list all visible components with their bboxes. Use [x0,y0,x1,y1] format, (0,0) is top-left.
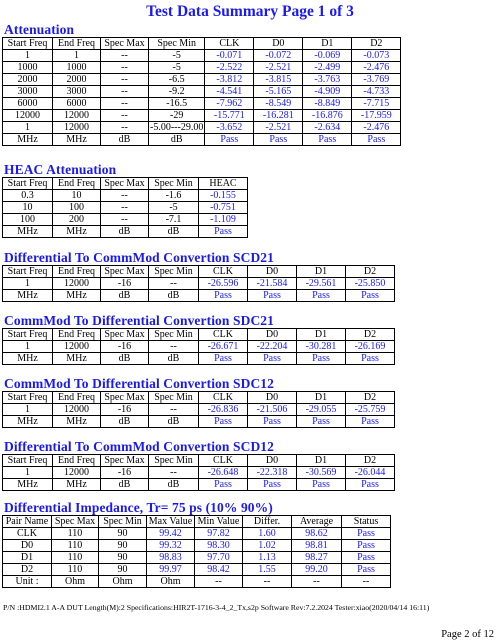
section-title: CommMod To Differential Convertion SDC21 [4,313,274,328]
table-cell: 110 [52,552,99,564]
table-cell: Pass [199,479,248,491]
table-cell: dB [101,226,149,238]
header-cell: D2 [352,38,401,50]
table-cell: -2.521 [254,62,303,74]
header-cell: CLK [205,38,254,50]
table-cell: 100 [53,202,101,214]
table-cell: Pass [248,479,297,491]
table-cell: Ohm [99,576,147,588]
table-cell: -5.00---29.00 [150,122,204,133]
table-cell: -- [149,341,199,353]
table-cell: -3.769 [352,74,401,86]
table-cell: 1.02 [243,540,292,552]
header-cell: D1 [297,392,346,404]
table-cell: 98.62 [292,528,342,540]
table-cell: Unit : [3,576,52,588]
data-table [2,328,395,365]
table-row [3,540,391,552]
table-cell: -0.155 [199,190,248,202]
data-table [2,37,401,146]
header-cell: Spec Max [101,178,149,190]
table-cell: 10 [3,202,53,214]
table-cell: -0.072 [254,50,303,62]
table-cell: 99.97 [147,564,195,576]
table-row [3,552,391,564]
table-header-row [3,392,395,404]
table-cell: Pass [254,134,303,146]
table-cell: dB [149,479,199,491]
header-cell: Spec Min [149,329,199,341]
table-cell: -2.499 [303,62,352,74]
table-cell: -5 [149,202,199,214]
table-cell: Pass [297,290,346,302]
table-cell: Pass [342,552,391,564]
table-cell: -7.1 [149,214,199,226]
header-cell: Pair Name [3,516,52,528]
table-cell: -5.165 [254,86,303,98]
table-row [3,98,401,110]
table-cell: 12000 [53,110,101,122]
header-cell: Status [342,516,391,528]
table-cell: 1000 [53,62,101,74]
table-cell: -2.476 [352,62,401,74]
header-cell: D2 [346,266,395,278]
table-cell: 110 [52,540,99,552]
table-cell: -30.281 [297,341,346,353]
table-cell: Pass [342,540,391,552]
table-cell: Pass [352,134,401,146]
section-title: Differential Impedance, Tr= 75 ps (10% 90%) [4,500,273,515]
table-cell: MHz [53,479,101,491]
table-cell: 99.42 [147,528,195,540]
table-cell: -26.836 [199,404,248,416]
table-row [3,341,395,353]
header-cell: Start Freq [3,392,53,404]
header-cell: Spec Min [99,516,147,528]
table-cell: CLK [3,528,52,540]
table-row [3,214,248,226]
table-header-row [3,178,248,190]
table-row [3,134,401,146]
table-cell: -- [243,576,292,588]
table-cell: -- [101,110,149,122]
table-cell: 12000 [53,341,101,353]
table-cell: -22.318 [248,467,297,479]
data-table [2,391,395,428]
table-cell: 2000 [3,74,53,86]
header-cell: D2 [346,329,395,341]
table-cell: 0.3 [3,190,53,202]
table-cell: -9.2 [149,86,205,98]
table-cell: -- [149,404,199,416]
header-cell: D1 [297,266,346,278]
table-cell: -26.169 [346,341,395,353]
table-cell: Pass [346,416,395,428]
table-cell: MHz [53,290,101,302]
table-cell: Pass [297,479,346,491]
table-cell: -7.962 [205,98,254,110]
table-cell: Pass [346,290,395,302]
table-cell: 99.32 [147,540,195,552]
table-cell: -6.5 [149,74,205,86]
table-cell: Pass [248,290,297,302]
table-cell: MHz [3,353,53,365]
table-cell: 12000 [3,110,53,122]
table-cell: -- [101,214,149,226]
table-cell: -7.715 [352,98,401,110]
table-cell: 98.83 [147,552,195,564]
header-cell: End Freq [53,329,101,341]
table-cell: 12000 [53,278,101,290]
table-row [3,290,395,302]
table-cell: Pass [342,564,391,576]
table-row [3,86,401,98]
table-cell: MHz [53,353,101,365]
table-cell: dB [101,353,149,365]
table-cell: dB [149,226,199,238]
table-cell: 10 [53,190,101,202]
table-cell: Ohm [147,576,195,588]
table-cell: -25.759 [346,404,395,416]
table-cell: -1.109 [199,214,248,226]
table-cell: 12000 [53,404,101,416]
table-cell: MHz [3,416,53,428]
table-cell: Pass [199,226,248,238]
table-cell: -- [292,576,342,588]
table-cell: Pass [248,416,297,428]
table-cell: -- [101,62,149,74]
table-cell: 98.30 [195,540,243,552]
table-cell: -16.876 [303,110,352,122]
table-row [3,479,395,491]
table-row [3,467,395,479]
table-cell: -30.569 [297,467,346,479]
header-cell: Spec Max [52,516,99,528]
table-cell: -16 [101,278,149,290]
table-row [3,110,401,122]
table-cell: -29.055 [297,404,346,416]
table-cell: dB [101,479,149,491]
table-cell: MHz [53,134,101,146]
table-cell: 1 [3,404,53,416]
table-cell: -- [101,74,149,86]
table-cell: 6000 [3,98,53,110]
table-cell: MHz [3,134,53,146]
table-cell: -5 [149,50,205,62]
table-cell: Pass [199,353,248,365]
section-title: Attenuation [4,22,75,37]
table-cell: 98.27 [292,552,342,564]
table-row [3,226,248,238]
table-header-row [3,266,395,278]
table-row [3,74,401,86]
data-table [2,265,395,302]
header-cell: D0 [254,38,303,50]
table-cell: -26.671 [199,341,248,353]
table-cell: -- [101,122,149,134]
table-cell: 6000 [53,98,101,110]
table-cell: -3.815 [254,74,303,86]
table-cell: -- [101,50,149,62]
table-cell: 1.55 [243,564,292,576]
table-cell: Pass [346,479,395,491]
table-cell: MHz [53,226,101,238]
table-row [3,278,395,290]
table-cell: -25.850 [346,278,395,290]
table-cell: 1 [3,467,53,479]
header-cell: Spec Max [101,455,149,467]
table-header-row [3,329,395,341]
table-row [3,62,401,74]
table-cell: dB [149,134,205,146]
header-cell: End Freq [53,392,101,404]
table-cell: Pass [297,416,346,428]
table-cell: 110 [52,564,99,576]
table-cell: 1 [53,50,101,62]
table-cell: Pass [248,353,297,365]
table-cell: -16.281 [254,110,303,122]
header-cell: D0 [248,329,297,341]
header-cell: Spec Max [101,38,149,50]
table-cell: -8.849 [303,98,352,110]
table-cell: 1000 [3,62,53,74]
table-cell: -16 [101,341,149,353]
table-cell: -0.069 [303,50,352,62]
table-cell: 2000 [53,74,101,86]
table-cell: -- [101,202,149,214]
table-cell: 90 [99,540,147,552]
header-cell: Spec Min [149,178,199,190]
table-cell: dB [101,290,149,302]
header-cell: Spec Min [149,455,199,467]
table-cell: -3.812 [205,74,254,86]
footer-info: P/N :HDMI2.1 A-A DUT Length(M):2 Specifications:HIR2T-1716-3-4_2_Tx,s2p Software Rev:7.2.2024 Tester:xiao(2020/04/14 16:11) [3,603,430,612]
table-cell: -3.652 [205,122,254,134]
header-cell: HEAC [199,178,248,190]
header-cell: Start Freq [3,178,53,190]
table-cell: -8.549 [254,98,303,110]
table-cell: -16 [101,467,149,479]
data-table [2,515,391,588]
table-cell: Pass [346,353,395,365]
table-header-row [3,38,401,50]
table-cell: MHz [53,416,101,428]
table-cell: -2.521 [254,122,303,134]
table-cell: Pass [303,134,352,146]
table-row [3,564,391,576]
table-cell: -0.071 [205,50,254,62]
table-cell: -- [149,467,199,479]
table-cell: 99.20 [292,564,342,576]
table-cell: MHz [3,226,53,238]
table-cell: Pass [199,416,248,428]
table-cell: Pass [199,290,248,302]
header-cell: D2 [346,455,395,467]
table-cell: -26.596 [199,278,248,290]
table-cell: -29.561 [297,278,346,290]
header-cell: D1 [297,455,346,467]
data-table [2,177,248,238]
table-cell: 97.82 [195,528,243,540]
table-cell: 12000 [53,122,101,134]
table-cell: 97.70 [195,552,243,564]
table-cell: dB [149,353,199,365]
table-cell: -21.506 [248,404,297,416]
table-cell: Ohm [52,576,99,588]
table-cell: dB [149,290,199,302]
table-cell: Pass [342,528,391,540]
table-cell: -22.204 [248,341,297,353]
header-cell: D0 [248,266,297,278]
table-cell: -26.044 [346,467,395,479]
table-cell: -2.476 [352,122,401,134]
data-table [2,454,395,491]
table-cell: -0.751 [199,202,248,214]
table-cell: 98.81 [292,540,342,552]
header-cell: D1 [303,38,352,50]
header-cell: CLK [199,392,248,404]
header-cell: Differ. [243,516,292,528]
table-cell: -3.763 [303,74,352,86]
header-cell: CLK [199,266,248,278]
table-cell: -17.959 [352,110,401,122]
table-cell: 1 [3,341,53,353]
header-cell: CLK [199,329,248,341]
table-cell: 98.42 [195,564,243,576]
header-cell: Start Freq [3,455,53,467]
table-cell: 1 [3,278,53,290]
table-cell: -- [149,278,199,290]
section-title: HEAC Attenuation [4,162,117,177]
page-title: Test Data Summary Page 1 of 3 [146,3,354,20]
table-cell: 3000 [3,86,53,98]
header-cell: End Freq [53,266,101,278]
table-row [3,122,401,134]
header-cell: Spec Min [149,392,199,404]
table-row [3,416,395,428]
table-cell: 3000 [53,86,101,98]
header-cell: Spec Min [149,266,199,278]
page-number: Page 2 of 12 [441,629,494,640]
table-cell: -5 [149,62,205,74]
section-title: Differential To CommMod Convertion SCD12 [4,439,274,454]
table-cell: dB [101,416,149,428]
header-cell: Min Value [195,516,243,528]
table-cell: -4.541 [205,86,254,98]
table-cell: 110 [52,528,99,540]
table-cell: Pass [297,353,346,365]
table-cell: 200 [53,214,101,226]
table-cell: -- [101,86,149,98]
table-header-row [3,455,395,467]
table-cell: 1 [3,122,53,134]
header-cell: Average [292,516,342,528]
header-cell: Spec Max [101,392,149,404]
header-cell: CLK [199,455,248,467]
header-cell: Max Value [147,516,195,528]
table-cell: dB [101,134,149,146]
table-header-row [3,516,391,528]
table-cell: 12000 [53,467,101,479]
header-cell: Start Freq [3,329,53,341]
table-cell: 1.13 [243,552,292,564]
header-cell: D0 [248,392,297,404]
header-cell: Start Freq [3,266,53,278]
table-cell: -- [195,576,243,588]
table-cell: -26.648 [199,467,248,479]
header-cell: Spec Min [149,38,205,50]
header-cell: End Freq [53,455,101,467]
header-cell: End Freq [53,38,101,50]
table-cell: 100 [3,214,53,226]
table-cell: D2 [3,564,52,576]
table-cell: -2.634 [303,122,352,134]
table-cell: 90 [99,552,147,564]
header-cell: Spec Max [101,266,149,278]
table-row [3,50,401,62]
header-cell: D1 [297,329,346,341]
table-row [3,353,395,365]
table-row [3,190,248,202]
section-title: Differential To CommMod Convertion SCD21 [4,250,274,265]
header-cell: Start Freq [3,38,53,50]
table-row [3,202,248,214]
table-row [3,528,391,540]
table-cell: -1.6 [149,190,199,202]
table-row [3,576,391,588]
table-cell: 90 [99,528,147,540]
table-cell: 1.60 [243,528,292,540]
table-cell: 90 [99,564,147,576]
table-cell: dB [149,416,199,428]
table-cell: -4.733 [352,86,401,98]
header-cell: Spec Max [101,329,149,341]
table-cell: -0.073 [352,50,401,62]
table-cell: Pass [205,134,254,146]
section-title: CommMod To Differential Convertion SDC12 [4,376,274,391]
table-cell: -- [342,576,391,588]
header-cell: D2 [346,392,395,404]
table-cell: D0 [3,540,52,552]
table-cell: -29 [149,110,205,122]
table-cell: -15.771 [205,110,254,122]
table-cell: D1 [3,552,52,564]
table-cell: -- [101,98,149,110]
header-cell: D0 [248,455,297,467]
table-row [3,404,395,416]
table-cell: -- [101,190,149,202]
table-cell: MHz [3,290,53,302]
table-cell: -4.909 [303,86,352,98]
table-cell: -16.5 [149,98,205,110]
table-cell: -21.584 [248,278,297,290]
table-cell: -16 [101,404,149,416]
table-cell: MHz [3,479,53,491]
table-cell: 1 [3,50,53,62]
header-cell: End Freq [53,178,101,190]
table-cell: -2.522 [205,62,254,74]
